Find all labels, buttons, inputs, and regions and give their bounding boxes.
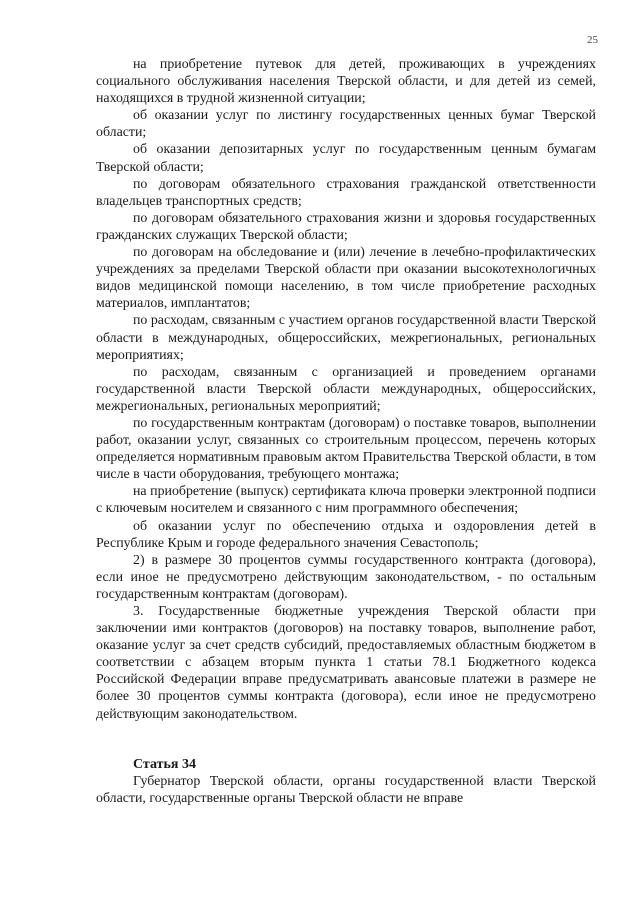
paragraph-budget-institutions: 3. Государственные бюджетные учреждения Тверской области при заключении ими контрактов (договоров) на поставку товаров, выполнение работ, оказание услуг за счет средств субсидий, предоставляемых областным бюджетом в соответствии с абзацем вторым пункта 1 статьи 78.1 Бюджетного кодекса Российской Федерации вправе предусматривать авансовые платежи в размере не более 30 процентов суммы контракта (договора), если иное не предусмотрено действующим законодательством. [96,604,596,722]
document-body [96,56,596,807]
paragraph-event-participation: по расходам, связанным с участием органов государственной власти Тверской области в международных, общероссийских, межрегиональных, региональных мероприятиях; [96,313,596,363]
paragraph-medical-treatment: по договорам на обследование и (или) лечение в лечебно-профилактических учреждениях за пределами Тверской области при оказании высокотехнологичных видов медицинской помощи населению, в том числе приобретение расходных материалов, имплантатов; [96,245,596,312]
paragraph-event-organization: по расходам, связанным с организацией и проведением органами государственной власти Тверской области международных, общероссийских, межрегиональных, региональных мероприятий; [96,364,596,414]
paragraph-life-insurance: по договорам обязательного страхования жизни и здоровья государственных гражданских служащих Тверской области; [96,210,596,243]
page-number: 25 [587,34,598,46]
paragraph-construction-contracts: по государственным контрактам (договорам) о поставке товаров, выполнении работ, оказании услуг, связанных со строительным процессом, перечень которых определяется нормативным правовым актом Правительства Тверской области, в том числе в части оборудования, требующего монтажа; [96,415,596,483]
paragraph-securities-listing: об оказании услуг по листингу государственных ценных бумаг Тверской области; [96,108,596,141]
paragraph-travel-vouchers: на приобретение путевок для детей, проживающих в учреждениях социального обслуживания населения Тверской области, и для детей из семей, находящихся в трудной жизненной ситуации; [96,57,596,107]
paragraph-thirty-percent: 2) в размере 30 процентов суммы государственного контракта (договора), если иное не предусмотрено действующим законодательством, - по остальным государственным контрактам (договорам). [96,552,596,602]
article-heading: Статья 34 [133,756,196,772]
paragraph-e-signature: на приобретение (выпуск) сертификата ключа проверки электронной подписи с ключевым носителем и связанного с ним программного обеспечения; [96,484,596,517]
paragraph-crimea-recreation: об оказании услуг по обеспечению отдыха и оздоровления детей в Республике Крым и городе федерального значения Севастополь; [96,518,596,551]
paragraph-vehicle-insurance: по договорам обязательного страхования гражданской ответственности владельцев транспортных средств; [96,176,596,209]
paragraph-depository-services: об оказании депозитарных услуг по государственным ценным бумагам Тверской области; [96,142,596,175]
article-text: Губернатор Тверской области, органы государственной власти Тверской области, государственные органы Тверской области не вправе [96,773,596,806]
